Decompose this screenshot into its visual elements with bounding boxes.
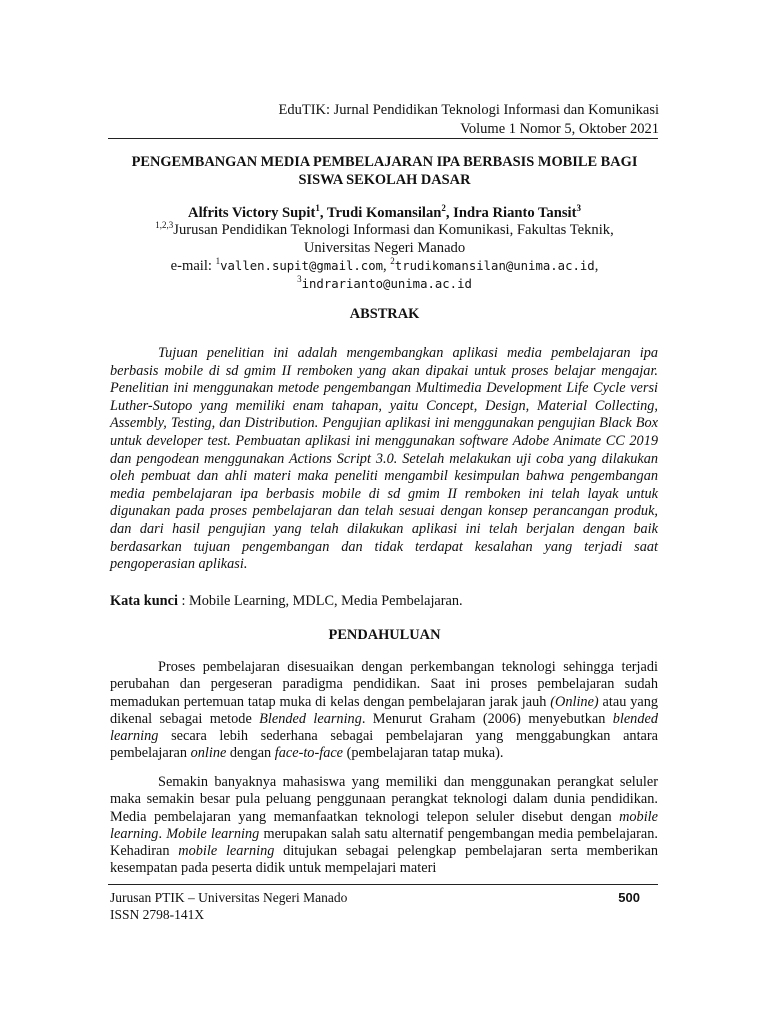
journal-issue: Volume 1 Nomor 5, Oktober 2021 [460, 121, 659, 137]
journal-name: EduTIK: Jurnal Pendidikan Teknologi Informasi dan Komunikasi [278, 102, 659, 118]
title-line-1: PENGEMBANGAN MEDIA PEMBELAJARAN IPA BERBASIS MOBILE BAGI [131, 154, 638, 170]
italic-term: Mobile learning [166, 825, 260, 842]
article-title [110, 153, 659, 189]
affiliation-marks: 1,2,3 [155, 220, 174, 231]
email-separator: , [383, 258, 391, 274]
text-run: (pembelajaran tatap muka). [343, 745, 504, 762]
italic-term: blended learning [110, 710, 658, 745]
intro-heading: PENDAHULUAN [328, 627, 441, 643]
author-name: Indra Rianto Tansit [453, 205, 577, 221]
intro-paragraph-1 [110, 659, 658, 763]
title-line-2: SISWA SEKOLAH DASAR [298, 172, 471, 188]
text-run: . [158, 825, 167, 842]
author-separator: , [319, 205, 327, 221]
abstract-heading: ABSTRAK [349, 306, 420, 322]
italic-term: (Online) [550, 693, 599, 710]
affiliation-text: Jurusan Pendidikan Teknologi Informasi dan Komunikasi, Fakultas Teknik, [173, 222, 614, 238]
text-run: dengan [226, 745, 275, 762]
email-address: trudikomansilan@unima.ac.id [394, 259, 595, 273]
affiliation-line-1 [110, 221, 659, 239]
footer-issn: ISSN 2798-141X [110, 907, 205, 922]
page-number: 500 [618, 890, 640, 905]
author-separator: , [445, 205, 454, 221]
italic-term: mobile learning [110, 808, 658, 842]
italic-term: face-to-face [274, 745, 344, 762]
email-address: indrarianto@unima.ac.id [301, 277, 472, 291]
affiliation-block [110, 221, 659, 293]
email-mark: 3 [297, 274, 302, 285]
italic-term: mobile learning [178, 843, 275, 860]
text-run: secara lebih sederhana sebagai pembelajaran yang menggabungkan antara pembelajaran [110, 728, 658, 762]
author-mark: 3 [576, 203, 581, 214]
email-mark: 2 [390, 256, 395, 267]
email-separator: , [594, 258, 599, 274]
email-label: e-mail: [170, 258, 216, 274]
text-run: ditujukan sebagai pelengkap pembelajaran serta memberikan kesempatan pada peserta didik untuk mempelajari materi [110, 843, 659, 877]
email-line-1 [110, 257, 659, 275]
author-name: Trudi Komansilan [326, 205, 442, 221]
text-run: Proses pembelajaran disesuaikan dengan perkembangan teknologi sehingga terjadi perubahan dan pergeseran paradigma pendidikan. Saat ini proses pembelajaran sudah memadukan pertemuan tatap muka di kelas dengan pembelajaran jarak jauh [110, 659, 658, 710]
footer-info [110, 889, 347, 923]
keywords [110, 592, 658, 610]
author-mark: 2 [441, 203, 446, 214]
author-list [110, 204, 659, 222]
author-name: Alfrits Victory Supit [188, 205, 316, 221]
email-line-2 [110, 275, 659, 293]
text-run: . Menurut Graham (2006) menyebutkan [361, 710, 613, 727]
text-run: atau yang dikenal sebagai metode [110, 693, 658, 727]
keywords-label: Kata kunci [110, 593, 178, 609]
header-rule [108, 138, 658, 139]
abstract-text: Tujuan penelitian ini adalah mengembangkan aplikasi media pembelajaran ipa berbasis mobile di sd gmim II remboken yang akan dipakai untuk proses belajar mengajar. Penelitian ini menggunakan metode pengembangan Multimedia Development Life Cycle versi Luther-Sutopo yang memiliki enam tahapan, yaitu Concept, Design, Material Collecting, Assembly, Testing, dan Distribution. Pengujian aplikasi ini menggunakan pengujian Black Box untuk developer test. Pembuatan aplikasi ini menggunakan software Adobe Animate CC 2019 dan pengodean menggunakan Actions Script 3.0. Setelah melakukan uji coba yang dilakukan oleh pembuat dan ahli materi maka peneliti mengambil kesimpulan bahwa pengembangan media pembelajaran ipa berbasis mobile di sd gmim II remboken ini telah layak untuk digunakan pada proses pembelajaran dan telah sesuai dengan konsep perancangan produk, dan dari hasil pengujian yang telah dilakukan aplikasi ini telah berjalan dengan baik berdasarkan tujuan pengembangan dan tidak terdapat kesalahan yang terjadi saat pengoperasian aplikasi. [110, 345, 658, 573]
intro-paragraph-2 [110, 774, 658, 878]
email-address: vallen.supit@gmail.com [220, 259, 383, 273]
affiliation-line-2: Universitas Negeri Manado [303, 240, 466, 256]
text-run: merupakan salah satu alternatif pengembangan media pembelajaran. Kehadiran [110, 825, 658, 860]
footer-institution: Jurusan PTIK – Universitas Negeri Manado [110, 890, 348, 905]
journal-header [110, 101, 659, 139]
footer-rule [108, 884, 658, 885]
author-mark: 1 [315, 203, 320, 214]
text-run: Semakin banyaknya mahasiswa yang memiliki dan menggunakan perangkat seluler maka semakin besar pula peluang penggunaan perangkat teknologi dalam dunia pendidikan. Media pembelajaran yang memanfaatkan teknologi telepon seluler disebut dengan [110, 774, 658, 825]
email-mark: 1 [215, 256, 221, 267]
keywords-text: : Mobile Learning, MDLC, Media Pembelajaran. [177, 593, 463, 609]
italic-term: Blended learning [259, 710, 362, 727]
italic-term: online [190, 745, 227, 762]
